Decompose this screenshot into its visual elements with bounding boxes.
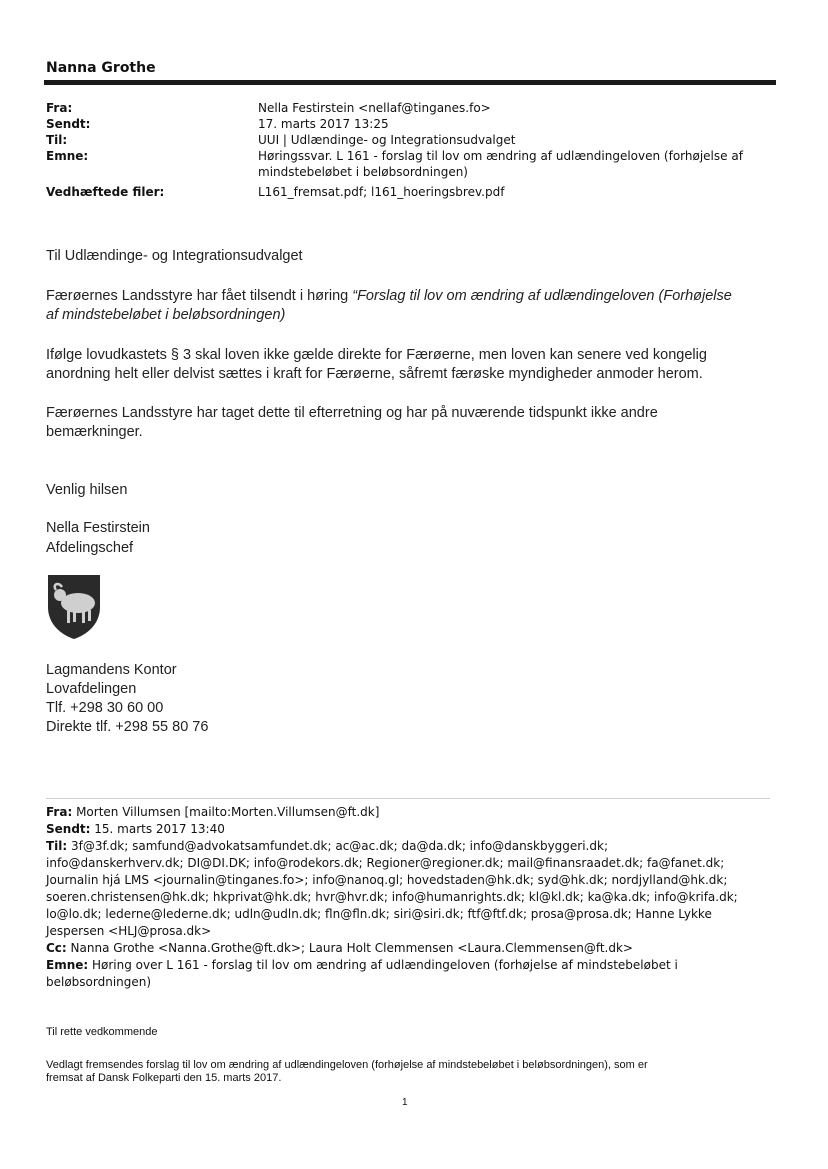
header-rule xyxy=(44,80,776,85)
fwd-to-line1 xyxy=(46,838,786,855)
fwd-to-line3: Journalin hjá LMS <journalin@tinganes.fo>; info@nanoq.gl; hovedstaden@hk.dk; syd@hk.dk; nordjylland@hk.dk; xyxy=(46,873,728,887)
fwd-sent-value: 15. marts 2017 13:40 xyxy=(90,822,225,836)
from-label: Fra: xyxy=(46,101,73,115)
to-value: UUI | Udlændinge- og Integrationsudvalget xyxy=(258,133,516,147)
office-name: Lagmandens Kontor xyxy=(46,662,177,678)
attachments-value: L161_fremsat.pdf; l161_hoeringsbrev.pdf xyxy=(258,185,505,199)
page-number: 1 xyxy=(402,1097,408,1108)
paragraph-2-line2: anordning helt eller delvist sættes i kraft for Færøerne, såfremt færøske myndigheder anmoder herom. xyxy=(46,366,703,382)
to-label: Til: xyxy=(46,133,68,147)
fwd-to-line6: Jespersen <HLJ@prosa.dk> xyxy=(46,924,212,938)
signature-name: Nella Festirstein xyxy=(46,520,150,536)
fwd-greeting: Til rette vedkommende xyxy=(46,1026,158,1038)
subject-label: Emne: xyxy=(46,149,89,163)
paragraph-2 xyxy=(46,346,786,384)
fwd-from-line xyxy=(46,804,786,821)
office-department: Lovafdelingen xyxy=(46,681,137,697)
fwd-to-line2: info@danskerhverv.dk; DI@DI.DK; info@rodekors.dk; Regioner@regioner.dk; mail@finansraadet.dk; fa@fanet.dk; xyxy=(46,856,725,870)
closing: Venlig hilsen xyxy=(46,482,128,498)
salutation: Til Udlændinge- og Integrationsudvalget xyxy=(46,248,303,264)
paragraph-3-line2: bemærkninger. xyxy=(46,424,143,440)
attachments-label: Vedhæftede filer: xyxy=(46,185,165,199)
subject-value-line1: Høringssvar. L 161 - forslag til lov om ændring af udlændingeloven (forhøjelse af xyxy=(258,149,743,163)
fwd-sent-line xyxy=(46,821,786,838)
paragraph-1-italic-b: af mindstebeløbet i beløbsordningen) xyxy=(46,307,286,323)
fwd-subject-line2: beløbsordningen) xyxy=(46,975,152,989)
paragraph-3-line1: Færøernes Landsstyre har taget dette til efterretning og har på nuværende tidspunkt ikke andre xyxy=(46,405,658,421)
faroe-ram-crest-icon xyxy=(46,573,102,641)
from-value: Nella Festirstein <nellaf@tinganes.fo> xyxy=(258,101,491,115)
sent-label: Sendt: xyxy=(46,117,91,131)
fwd-subject-label: Emne: xyxy=(46,958,89,972)
paragraph-1-plain: Færøernes Landsstyre har fået tilsendt i høring xyxy=(46,288,353,304)
fwd-to-value-1: 3f@3f.dk; samfund@advokatsamfundet.dk; ac@ac.dk; da@da.dk; info@danskbyggeri.dk; xyxy=(67,839,608,853)
fwd-cc-label: Cc: xyxy=(46,941,67,955)
fwd-subject-value-1: Høring over L 161 - forslag til lov om ændring af udlændingeloven (forhøjelse af mindstebeløbet i xyxy=(88,958,678,972)
fwd-to-line5: lo@lo.dk; lederne@lederne.dk; udln@udln.dk; fln@fln.dk; siri@siri.dk; ftf@ftf.dk; prosa@prosa.dk; Hanne Lykke xyxy=(46,907,712,921)
sender-name-heading: Nanna Grothe xyxy=(46,60,156,76)
fwd-body-line1: Vedlagt fremsendes forslag til lov om ændring af udlændingeloven (forhøjelse af mindstebeløbet i beløbsordningen), som er xyxy=(46,1059,648,1071)
subject-value-line2: mindstebeløbet i beløbsordningen) xyxy=(258,165,468,179)
fwd-cc-line xyxy=(46,940,786,957)
sent-value: 17. marts 2017 13:25 xyxy=(258,117,389,131)
fwd-sent-label: Sendt: xyxy=(46,822,91,836)
fwd-from-value: Morten Villumsen [mailto:Morten.Villumsen@ft.dk] xyxy=(72,805,380,819)
fwd-cc-value: Nanna Grothe <Nanna.Grothe@ft.dk>; Laura Holt Clemmensen <Laura.Clemmensen@ft.dk> xyxy=(66,941,633,955)
paragraph-3 xyxy=(46,404,786,442)
office-phone: Tlf. +298 30 60 00 xyxy=(46,700,164,716)
fwd-to-line4: soeren.christensen@hk.dk; hkprivat@hk.dk; hvr@hvr.dk; info@humanrights.dk; kl@kl.dk; ka@ka.dk; info@krifa.dk; xyxy=(46,890,738,904)
forward-divider xyxy=(46,798,770,799)
fwd-subject-line1 xyxy=(46,957,786,974)
signature-title: Afdelingschef xyxy=(46,540,134,556)
paragraph-1 xyxy=(46,287,786,325)
paragraph-2-line1: Ifølge lovudkastets § 3 skal loven ikke gælde direkte for Færøerne, men loven kan senere ved kongelig xyxy=(46,347,707,363)
office-direct-phone: Direkte tlf. +298 55 80 76 xyxy=(46,719,209,735)
fwd-body-line2: fremsat af Dansk Folkeparti den 15. marts 2017. xyxy=(46,1072,282,1084)
fwd-to-label: Til: xyxy=(46,839,68,853)
fwd-from-label: Fra: xyxy=(46,805,73,819)
paragraph-1-italic-a: “Forslag til lov om ændring af udlændingeloven (Forhøjelse xyxy=(352,288,732,304)
